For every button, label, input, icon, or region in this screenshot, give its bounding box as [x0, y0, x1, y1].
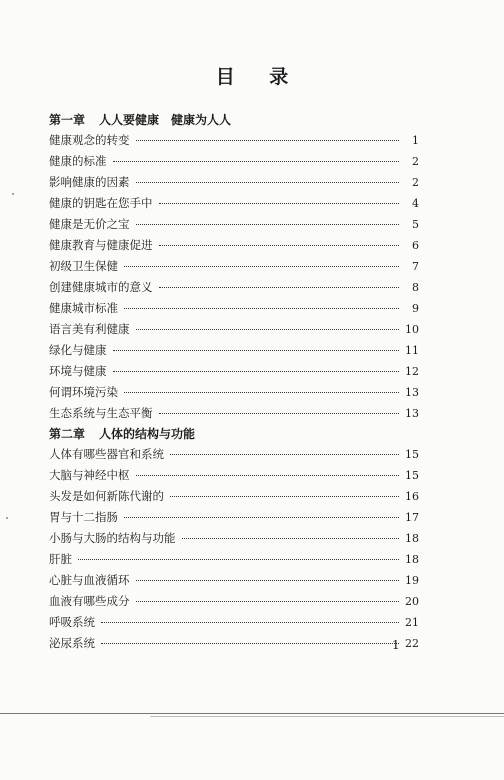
toc-entry[interactable] — [49, 486, 419, 507]
toc-entry[interactable] — [49, 340, 419, 361]
scan-edge-line — [0, 713, 504, 714]
entry-page: 11 — [405, 344, 419, 357]
toc-entry[interactable] — [49, 277, 419, 298]
dot-leader — [136, 601, 400, 602]
entry-page: 15 — [405, 469, 419, 482]
chapter-section — [49, 110, 419, 424]
entry-title: 头发是如何新陈代谢的 — [49, 489, 164, 503]
dot-leader — [124, 266, 399, 267]
entry-title: 心脏与血液循环 — [49, 573, 130, 587]
toc-entry[interactable] — [49, 591, 419, 612]
toc-entry[interactable] — [49, 403, 419, 424]
entry-title: 健康是无价之宝 — [49, 217, 130, 231]
toc-entry[interactable] — [49, 151, 419, 172]
entry-page: 5 — [412, 218, 419, 231]
entry-title: 大脑与神经中枢 — [49, 468, 130, 482]
toc-entry[interactable] — [49, 528, 419, 549]
entry-page: 6 — [412, 239, 419, 252]
toc-entry[interactable] — [49, 130, 419, 151]
dot-leader — [124, 392, 399, 393]
entry-page: 20 — [405, 595, 419, 608]
entry-page: 13 — [405, 407, 419, 420]
entry-page: 7 — [412, 260, 419, 273]
toc-entry[interactable] — [49, 549, 419, 570]
entry-page: 2 — [412, 155, 419, 168]
chapter-name: 人人要健康 健康为人人 — [99, 113, 232, 127]
entry-title: 呼吸系统 — [49, 615, 95, 629]
entry-title: 健康观念的转变 — [49, 133, 130, 147]
table-of-contents — [49, 110, 419, 654]
entry-page: 17 — [405, 511, 419, 524]
entry-page: 21 — [405, 616, 419, 629]
toc-entry[interactable] — [49, 465, 419, 486]
toc-entry[interactable] — [49, 214, 419, 235]
dot-leader — [136, 580, 400, 581]
entry-title: 胃与十二指肠 — [49, 510, 118, 524]
entry-title: 泌尿系统 — [49, 636, 95, 650]
dot-leader — [159, 245, 400, 246]
dot-leader — [113, 350, 400, 351]
dot-leader — [101, 643, 399, 644]
dot-leader — [136, 329, 400, 330]
toc-entry[interactable] — [49, 444, 419, 465]
page-number: 1 — [392, 638, 400, 652]
entry-page: 12 — [405, 365, 419, 378]
entry-page: 2 — [412, 176, 419, 189]
chapter-name: 人体的结构与功能 — [99, 427, 196, 441]
entry-title: 绿化与健康 — [49, 343, 107, 357]
chapter-heading — [49, 424, 419, 444]
entry-page: 15 — [405, 448, 419, 461]
entry-title: 健康的钥匙在您手中 — [49, 196, 153, 210]
entry-title: 生态系统与生态平衡 — [49, 406, 153, 420]
entry-page: 19 — [405, 574, 419, 587]
dot-leader — [136, 224, 400, 225]
scan-edge-line — [150, 716, 504, 717]
entry-title: 小肠与大肠的结构与功能 — [49, 531, 176, 545]
entry-page: 22 — [405, 637, 419, 650]
dot-leader — [136, 140, 400, 141]
entry-title: 语言美有利健康 — [49, 322, 130, 336]
chapter-number: 第一章 — [49, 113, 86, 127]
entry-page: 18 — [405, 553, 419, 566]
entry-page: 18 — [405, 532, 419, 545]
entry-page: 8 — [412, 281, 419, 294]
entry-title: 健康教育与健康促进 — [49, 238, 153, 252]
chapter-heading — [49, 110, 419, 130]
entry-title: 创建健康城市的意义 — [49, 280, 153, 294]
chapter-number: 第二章 — [49, 427, 86, 441]
entry-title: 人体有哪些器官和系统 — [49, 447, 164, 461]
entry-page: 9 — [412, 302, 419, 315]
entry-title: 环境与健康 — [49, 364, 107, 378]
dot-leader — [136, 182, 400, 183]
dot-leader — [159, 287, 400, 288]
toc-entry[interactable] — [49, 319, 419, 340]
dot-leader — [159, 203, 400, 204]
toc-entry[interactable] — [49, 298, 419, 319]
entry-page: 16 — [405, 490, 419, 503]
dot-leader — [113, 161, 400, 162]
entry-title: 血液有哪些成分 — [49, 594, 130, 608]
toc-entry[interactable] — [49, 507, 419, 528]
entry-page: 10 — [405, 323, 419, 336]
dot-leader — [78, 559, 399, 560]
entry-page: 4 — [412, 197, 419, 210]
toc-entry[interactable] — [49, 235, 419, 256]
toc-entry[interactable] — [49, 361, 419, 382]
dot-leader — [182, 538, 400, 539]
entry-title: 健康的标准 — [49, 154, 107, 168]
dot-leader — [113, 371, 400, 372]
dot-leader — [170, 454, 399, 455]
toc-entry[interactable] — [49, 382, 419, 403]
chapter-section — [49, 424, 419, 654]
page-title: 目 录 — [215, 66, 303, 88]
dot-leader — [136, 475, 400, 476]
dot-leader — [170, 496, 399, 497]
dot-leader — [124, 308, 399, 309]
toc-entry[interactable] — [49, 193, 419, 214]
scan-speck — [12, 193, 14, 195]
entry-page: 1 — [412, 134, 419, 147]
entry-title: 影响健康的因素 — [49, 175, 130, 189]
entry-title: 何谓环境污染 — [49, 385, 118, 399]
toc-entry[interactable] — [49, 570, 419, 591]
entry-title: 肝脏 — [49, 552, 72, 566]
toc-entry[interactable] — [49, 612, 419, 633]
entry-title: 初级卫生保健 — [49, 259, 118, 273]
entry-page: 13 — [405, 386, 419, 399]
toc-entry[interactable] — [49, 172, 419, 193]
toc-entry[interactable] — [49, 633, 419, 654]
entry-title: 健康城市标准 — [49, 301, 118, 315]
dot-leader — [159, 413, 400, 414]
dot-leader — [124, 517, 399, 518]
toc-entry[interactable] — [49, 256, 419, 277]
dot-leader — [101, 622, 399, 623]
scan-speck — [6, 517, 8, 519]
